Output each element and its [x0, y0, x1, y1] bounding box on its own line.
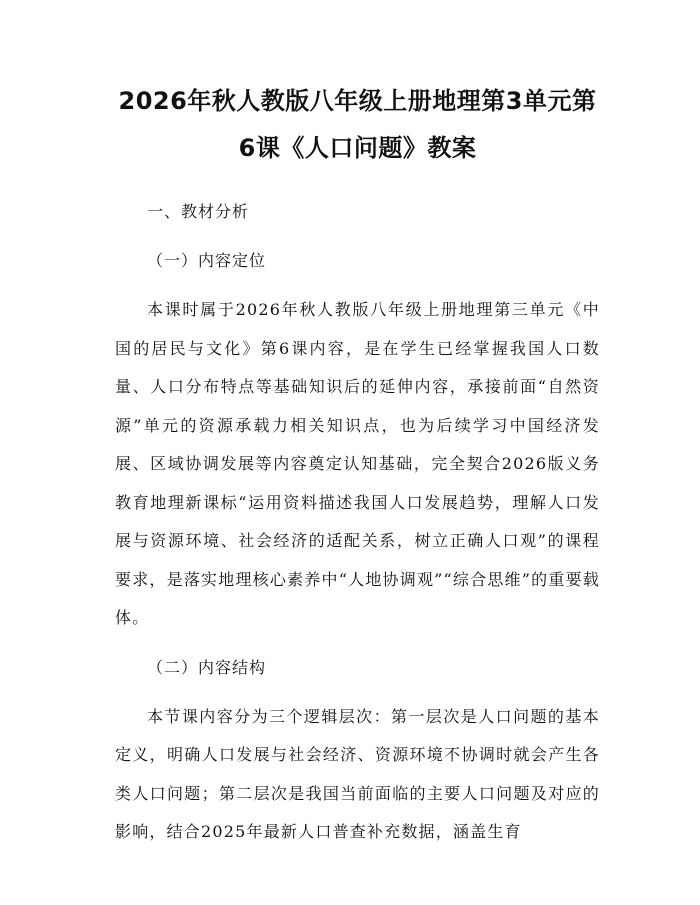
- paragraph-content-structure: 本节课内容分为三个逻辑层次：第一层次是人口问题的基本定义，明确人口发展与社会经济、资源环境不协调时就会产生各类人口问题；第二层次是我国当前面临的主要人口问题及对应的影响，结合2025年最新人口普查补充数据，涵盖生育: [115, 706, 600, 841]
- document-title: [115, 78, 600, 172]
- subsection-heading-content-structure: （二）内容结构: [147, 657, 267, 677]
- document-title-line-1: 2026年秋人教版八年级上册地理第3单元第: [118, 87, 597, 115]
- section-heading-textbook-analysis: 一、教材分析: [147, 202, 250, 221]
- document-title-line-2: 6课《人口问题》教案: [238, 134, 477, 162]
- paragraph-content-positioning: 本课时属于2026年秋人教版八年级上册地理第三单元《中国的居民与文化》第6课内容，是在学生已经掌握我国人口数量、人口分布特点等基础知识后的延伸内容，承接前面“自然资源”单元的资源承载力相关知识点，也为后续学习中国经济发展、区域协调发展等内容奠定认知基础，完全契合2026版义务教育地理新课标“运用资料描述我国人口发展趋势，理解人口发展与资源环境、社会经济的适配关系，树立正确人口观”的课程要求，是落实地理核心素养中“人地协调观”“综合思维”的重要载体。: [115, 300, 600, 627]
- subsection-heading-content-positioning: （一）内容定位: [147, 251, 267, 270]
